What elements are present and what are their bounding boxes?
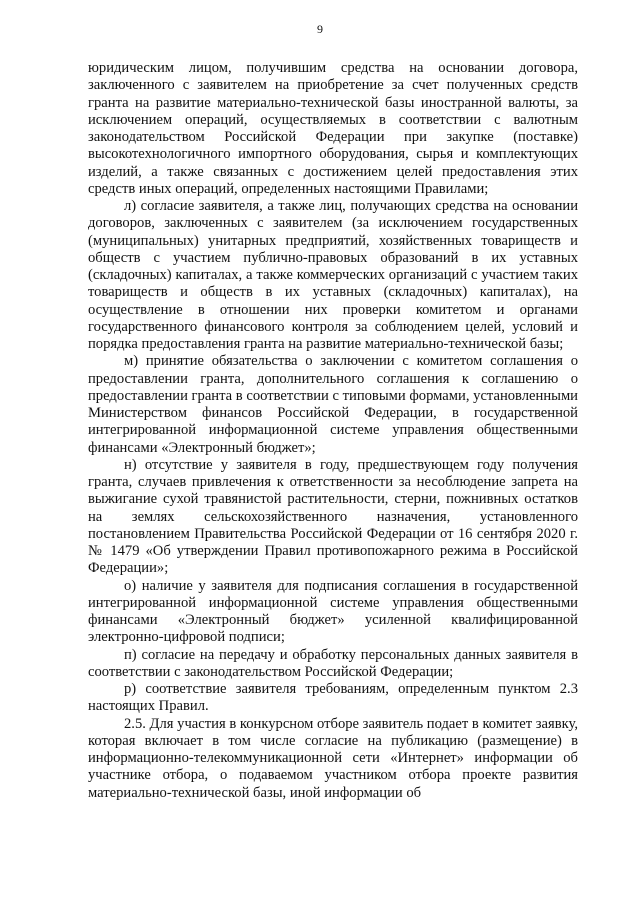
- page-number: 9: [317, 22, 323, 36]
- paragraph-item-r: р) соответствие заявителя требованиям, определенным пунктом 2.3 настоящих Правил.: [88, 681, 578, 715]
- paragraph-item-m: м) принятие обязательства о заключении с комитетом соглашения о предоставлении гранта, дополнительного соглашения к соглашению о предоставлении гранта в соответствии с типовыми формами, установленными Министерством финансов Российской Федерации, в государственной интегрированной информационной системе управления общественными финансами «Электронный бюджет»;: [88, 353, 578, 456]
- paragraph-item-l: л) согласие заявителя, а также лиц, получающих средства на основании договоров, заключенных с заявителем (за исключением государственных (муниципальных) унитарных предприятий, хозяйственных товариществ и обществ с участием публично-правовых образований в их уставных (складочных) капиталах, а также коммерческих организаций с участием таких товариществ и обществ в их уставных (складочных) капиталах), на осуществление в отношении них проверки комитетом и органами государственного финансового контроля за соблюдением целей, условий и порядка предоставления гранта на развитие материально-технической базы;: [88, 198, 578, 352]
- paragraph-item-n: н) отсутствие у заявителя в году, предшествующем году получения гранта, случаев привлечения к ответственности за несоблюдение запрета на выжигание сухой травянистой растительности, стерни, пожнивных остатков на землях сельскохозяйственного назначения, установленного постановлением Правительства Российской Федерации от 16 сентября 2020 г. № 1479 «Об утверждении Правил противопожарного режима в Российской Федерации»;: [88, 456, 578, 577]
- paragraph-section-2-5: 2.5. Для участия в конкурсном отборе заявитель подает в комитет заявку, которая включает в том числе согласие на публикацию (размещение) в информационно-телекоммуникационной сети «Интернет» информации об участнике отбора, о подаваемом участником отбора проекте развития материально-технической базы, иной информации об: [88, 715, 578, 801]
- paragraph-item-o: о) наличие у заявителя для подписания соглашения в государственной интегрированной информационной системе управления общественными финансами «Электронный бюджет» усиленной квалифицированной электронно-цифровой подписи;: [88, 577, 578, 646]
- paragraph-continuation: юридическим лицом, получившим средства на основании договора, заключенного с заявителем на приобретение за счет полученных средств гранта на развитие материально-технической базы иностранной валюты, за исключением операций, осуществляемых в соответствии с валютным законодательством Российской Федерации при закупке (поставке) высокотехнологичного импортного оборудования, сырья и комплектующих изделий, а также связанных с достижением целей предоставления этих средств иных операций, определенных настоящими Правилами;: [88, 60, 578, 197]
- document-body: [88, 60, 578, 802]
- paragraph-item-p: п) согласие на передачу и обработку персональных данных заявителя в соответствии с законодательством Российской Федерации;: [88, 646, 578, 680]
